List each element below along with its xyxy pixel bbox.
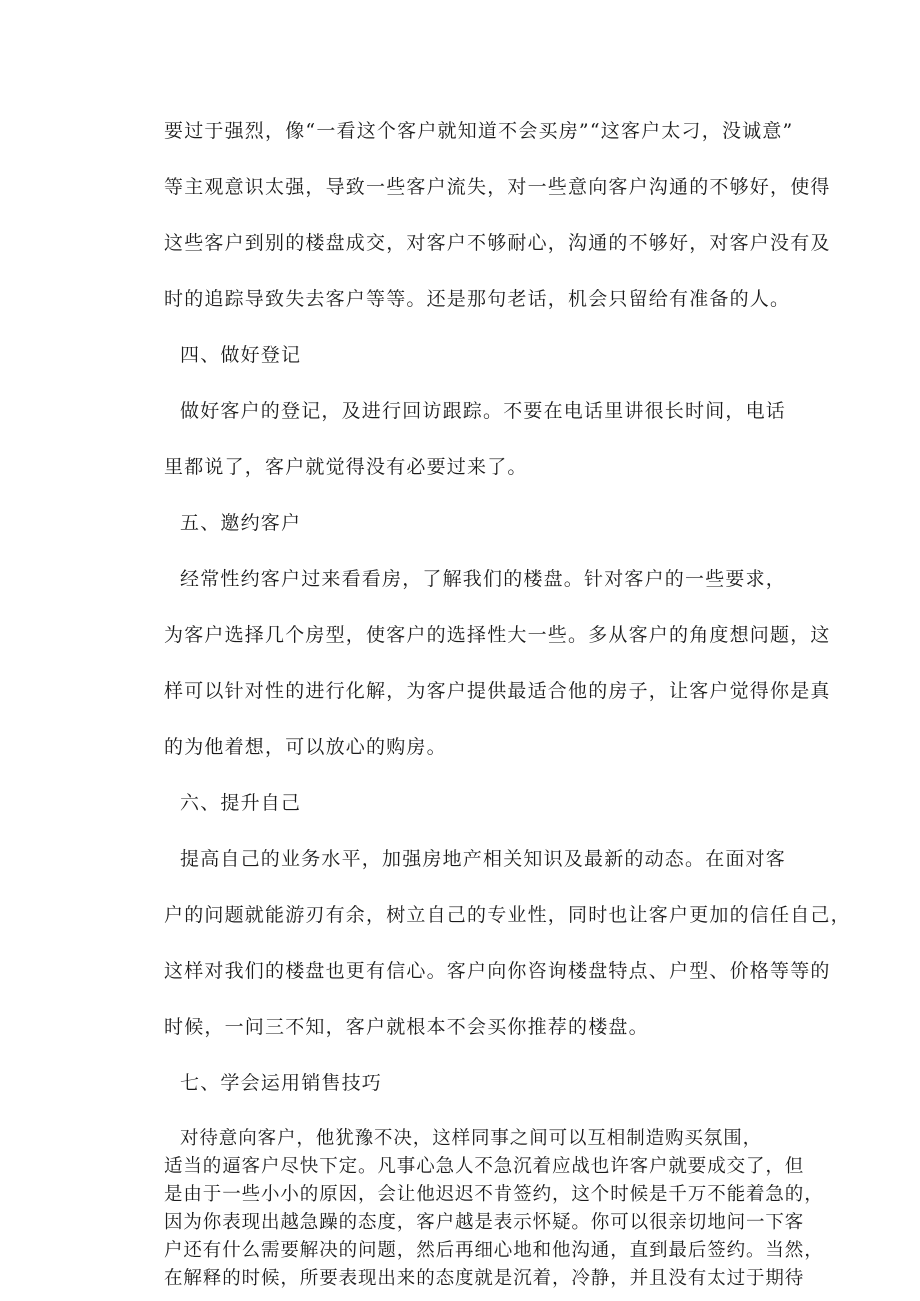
- paragraph-line: 提高自己的业务水平，加强房地产相关知识及最新的动态。在面对客: [180, 848, 787, 870]
- paragraph-line: 时候，一问三不知，客户就根本不会买你推荐的楼盘。: [164, 1016, 649, 1038]
- paragraph-line: 样可以针对性的进行化解，为客户提供最适合他的房子，让客户觉得你是真: [164, 680, 831, 702]
- section-heading: 五、邀约客户: [180, 512, 302, 534]
- section-heading: 七、学会运用销售技巧: [180, 1072, 383, 1094]
- paragraph-line: 在解释的时候，所要表现出来的态度就是沉着，冷静，并且没有太过于期待: [164, 1268, 805, 1289]
- paragraph-line: 户还有什么需要解决的问题，然后再细心地和他沟通，直到最后签约。当然，: [164, 1240, 824, 1261]
- paragraph-line: 是由于一些小小的原因，会让他迟迟不肯签约，这个时候是千万不能着急的，: [164, 1184, 824, 1205]
- paragraph-line: 的为他着想，可以放心的购房。: [164, 736, 447, 758]
- section-heading: 四、做好登记: [180, 344, 302, 366]
- paragraph-line: 里都说了，客户就觉得没有必要过来了。: [164, 456, 528, 478]
- paragraph-line: 为客户选择几个房型，使客户的选择性大一些。多从客户的角度想问题，这: [164, 624, 831, 646]
- paragraph-line: 因为你表现出越急躁的态度，客户越是表示怀疑。你可以很亲切地问一下客: [164, 1212, 805, 1233]
- paragraph-line: 经常性约客户过来看看房，了解我们的楼盘。针对客户的一些要求，: [180, 568, 787, 590]
- paragraph-line: 适当的逼客户尽快下定。凡事心急人不急沉着应战也许客户就要成交了，但: [164, 1156, 805, 1177]
- section-heading: 六、提升自己: [180, 792, 302, 814]
- paragraph-line: 户的问题就能游刃有余，树立自己的专业性，同时也让客户更加的信任自己，: [164, 904, 851, 926]
- paragraph-line: 时的追踪导致失去客户等等。还是那句老话，机会只留给有准备的人。: [164, 288, 791, 310]
- paragraph-line: 做好客户的登记，及进行回访跟踪。不要在电话里讲很长时间，电话: [180, 400, 787, 422]
- paragraph-line: 要过于强烈，像“一看这个客户就知道不会买房”“这客户太刁，没诚意”: [164, 120, 794, 142]
- paragraph-line: 等主观意识太强，导致一些客户流失，对一些意向客户沟通的不够好，使得: [164, 176, 831, 198]
- paragraph-line: 这些客户到别的楼盘成交，对客户不够耐心，沟通的不够好，对客户没有及: [164, 232, 831, 254]
- paragraph-line: 这样对我们的楼盘也更有信心。客户向你咨询楼盘特点、户型、价格等等的: [164, 960, 831, 982]
- paragraph-line: 对待意向客户，他犹豫不决，这样同事之间可以互相制造购买氛围，: [180, 1128, 763, 1149]
